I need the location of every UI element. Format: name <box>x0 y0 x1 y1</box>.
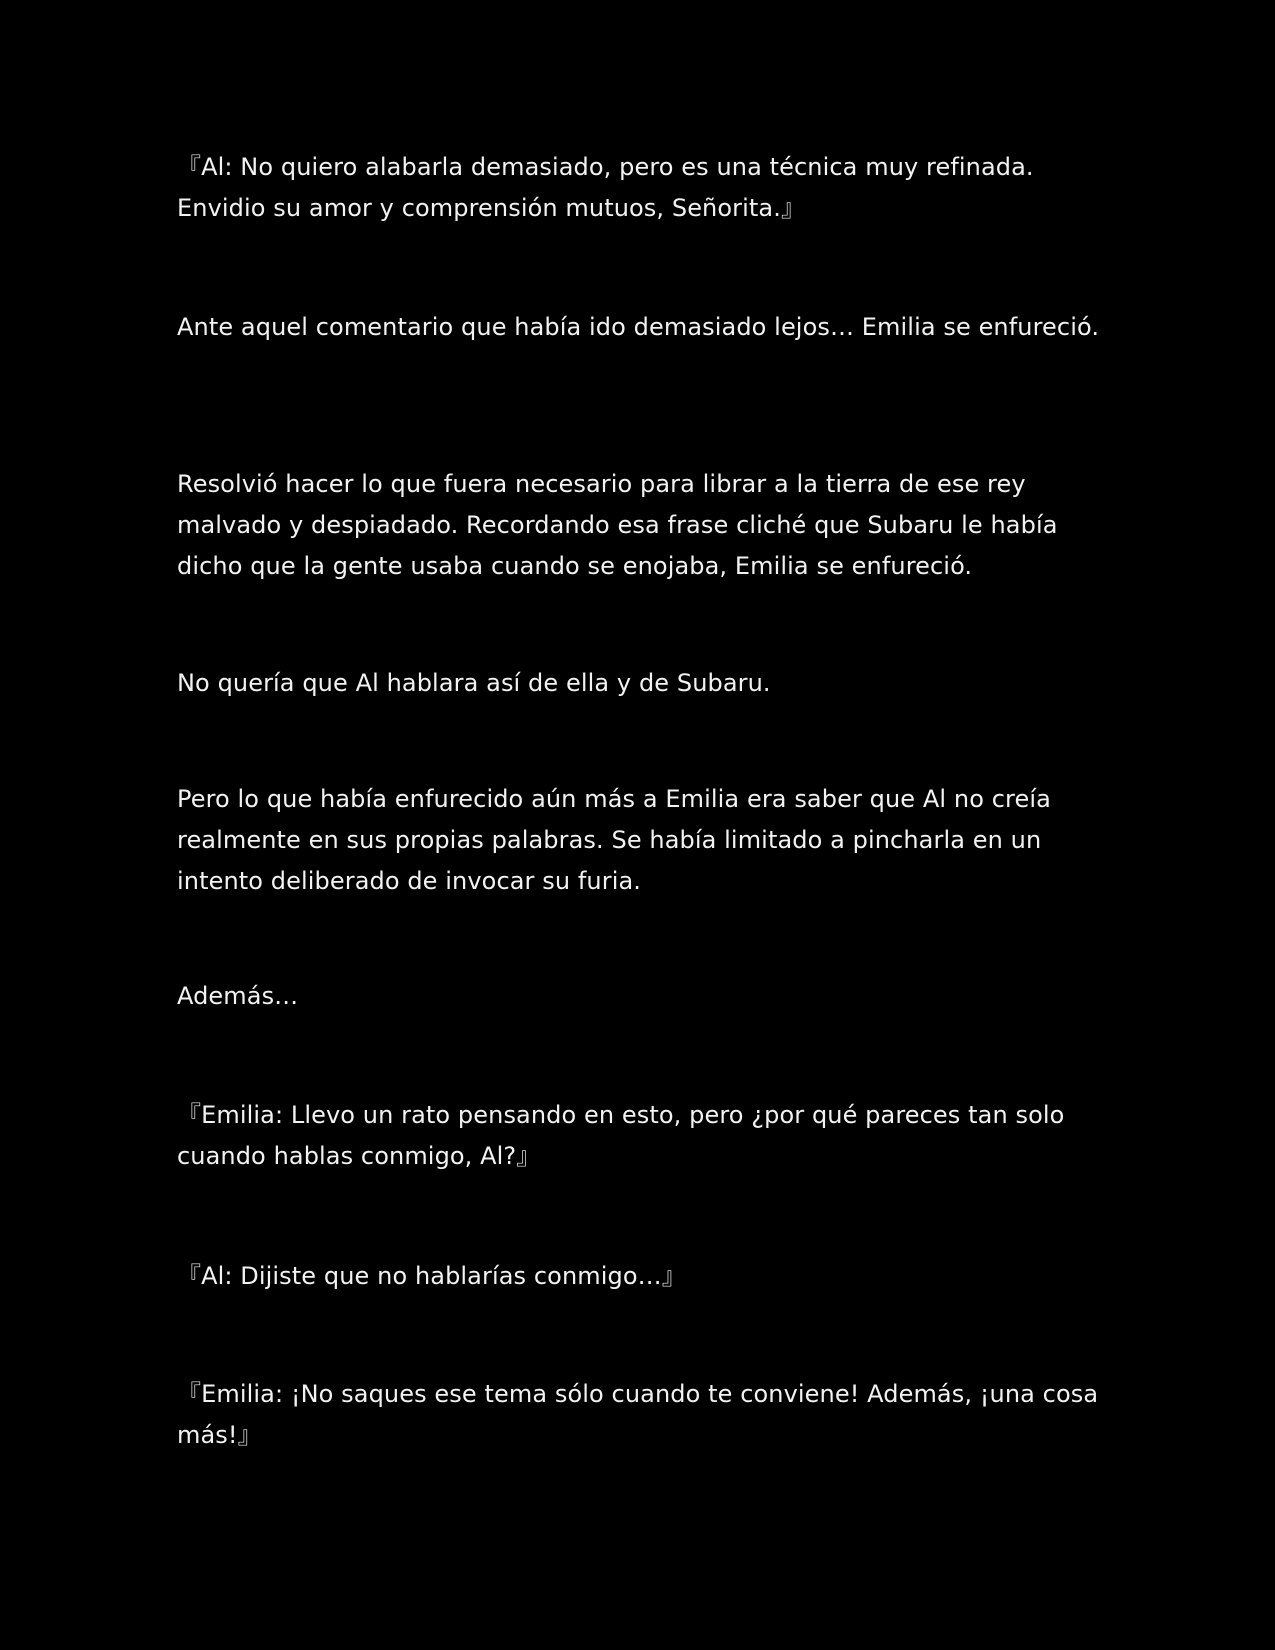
narration-emilia-angered: Ante aquel comentario que había ido demasiado lejos… Emilia se enfureció. <box>177 313 1100 341</box>
narration-ademas: Además… <box>177 982 299 1010</box>
narration-resolve: Resolvió hacer lo que fuera necesario para librar a la tierra de ese rey malvado y despiadado. Recordando esa frase cliché que Subaru le había dicho que la gente usaba cuando se enojaba, Emilia se enfureció. <box>177 470 1058 580</box>
dialogue-al-praise: 『Al: No quiero alabarla demasiado, pero es una técnica muy refinada. Envidio su amor y comprensión mutuos, Señorita.』 <box>177 153 1034 222</box>
narration-al-speech: No quería que Al hablara así de ella y de Subaru. <box>177 669 771 697</box>
dialogue-emilia-retort: 『Emilia: ¡No saques ese tema sólo cuando te conviene! Además, ¡una cosa más!』 <box>177 1380 1099 1449</box>
dialogue-al-reply: 『Al: Dijiste que no hablarías conmigo…』 <box>177 1262 686 1290</box>
dialogue-emilia-question: 『Emilia: Llevo un rato pensando en esto, pero ¿por qué pareces tan solo cuando hablas conmigo, Al?』 <box>177 1101 1065 1170</box>
narration-provocation: Pero lo que había enfurecido aún más a Emilia era saber que Al no creía realmente en sus propias palabras. Se había limitado a pincharla en un intento deliberado de invocar su furia. <box>177 785 1051 895</box>
